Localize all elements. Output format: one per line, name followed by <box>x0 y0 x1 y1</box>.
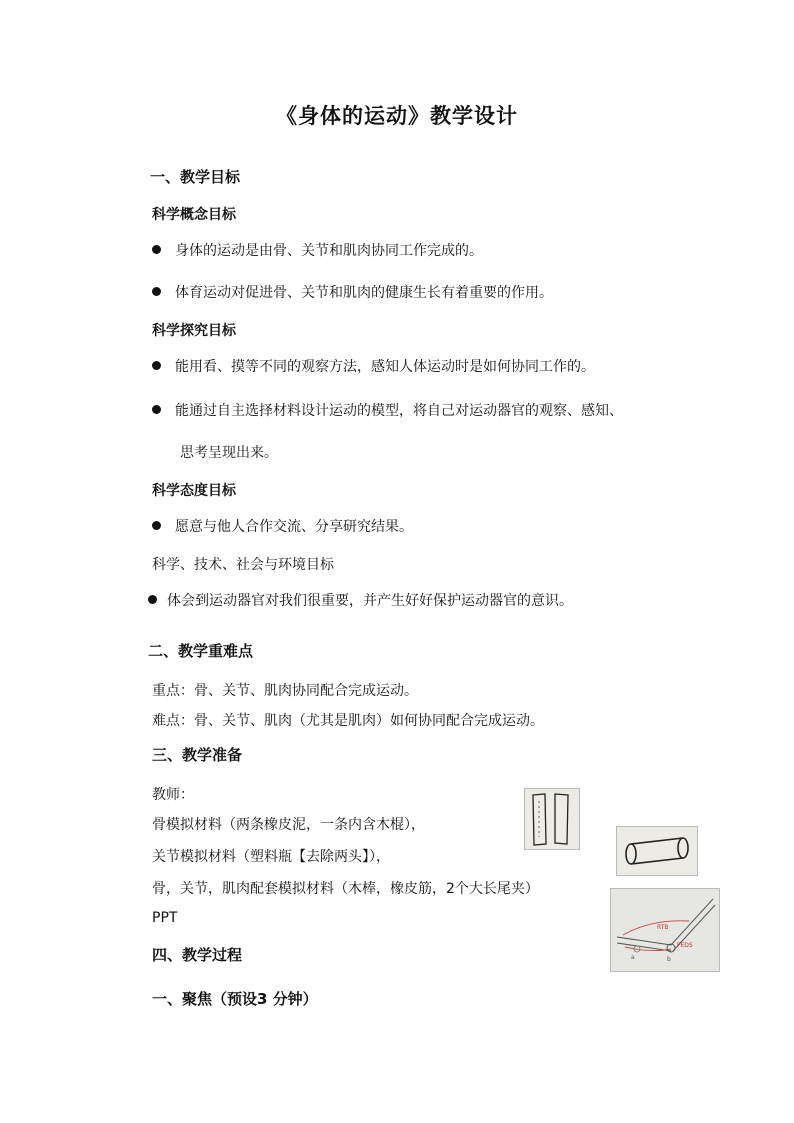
muscle-model-sketch <box>610 888 720 972</box>
bone-model-sketch-drawing <box>525 789 579 849</box>
section-4-heading: 四、教学过程 <box>152 946 243 964</box>
attitude-goal-item: 愿意与他人合作交流、分享研究结果。 <box>152 516 413 536</box>
joint-model-sketch-drawing <box>617 827 697 875</box>
muscle-model-sketch-drawing <box>611 889 719 971</box>
inquiry-goal-title: 科学探究目标 <box>152 323 236 339</box>
sketch-label: a <box>631 954 635 961</box>
material-item: 骨，关节，肌肉配套模拟材料（木棒，橡皮筋，2个大长尾夹） <box>152 881 539 897</box>
bullet-icon <box>148 595 157 604</box>
teacher-label: 教师： <box>152 787 194 803</box>
sketch-label: RTB <box>657 924 669 931</box>
bone-model-sketch <box>524 788 580 850</box>
joint-model-sketch <box>616 826 698 876</box>
material-item: 骨模拟材料（两条橡皮泥，一条内含木棍）， <box>152 817 425 833</box>
sts-goal-item: 体会到运动器官对我们很重要，并产生好好保护运动器官的意识。 <box>148 590 573 610</box>
material-item: 关节模拟材料（塑料瓶【去除两头】）， <box>152 849 390 865</box>
bullet-icon <box>152 521 161 530</box>
sts-goal-title: 科学、技术、社会与环境目标 <box>152 557 334 573</box>
inquiry-goal-item-continued: 思考呈现出来。 <box>180 445 278 461</box>
bullet-icon <box>152 245 161 254</box>
concept-goal-item: 体育运动对促进骨、关节和肌肉的健康生长有着重要的作用。 <box>152 282 553 302</box>
concept-goal-title: 科学概念目标 <box>152 207 236 223</box>
bullet-icon <box>152 287 161 296</box>
section-3-heading: 三、教学准备 <box>152 746 243 764</box>
attitude-goal-title: 科学态度目标 <box>152 483 236 499</box>
section-2-heading: 二、教学重难点 <box>148 642 254 660</box>
difficult-point: 难点：骨、关节、肌肉（尤其是肌肉）如何协同配合完成运动。 <box>152 713 544 729</box>
key-point: 重点：骨、关节、肌肉协同配合完成运动。 <box>152 683 418 699</box>
bullet-icon <box>152 361 161 370</box>
material-item: PPT <box>152 910 178 926</box>
sketch-label: FEDS <box>677 942 693 949</box>
concept-goal-item: 身体的运动是由骨、关节和肌肉协同工作完成的。 <box>152 240 483 260</box>
subsection-heading: 一、聚焦（预设3 分钟） <box>152 990 318 1008</box>
bullet-icon <box>152 405 161 414</box>
inquiry-goal-item: 能用看、摸等不同的观察方法，感知人体运动时是如何协同工作的。 <box>152 356 595 376</box>
page-title: 《身体的运动》教学设计 <box>276 104 518 128</box>
inquiry-goal-item: 能通过自主选择材料设计运动的模型，将自己对运动器官的观察、感知、 <box>152 400 623 420</box>
section-1-heading: 一、教学目标 <box>150 168 241 186</box>
sketch-label: b <box>667 956 671 963</box>
